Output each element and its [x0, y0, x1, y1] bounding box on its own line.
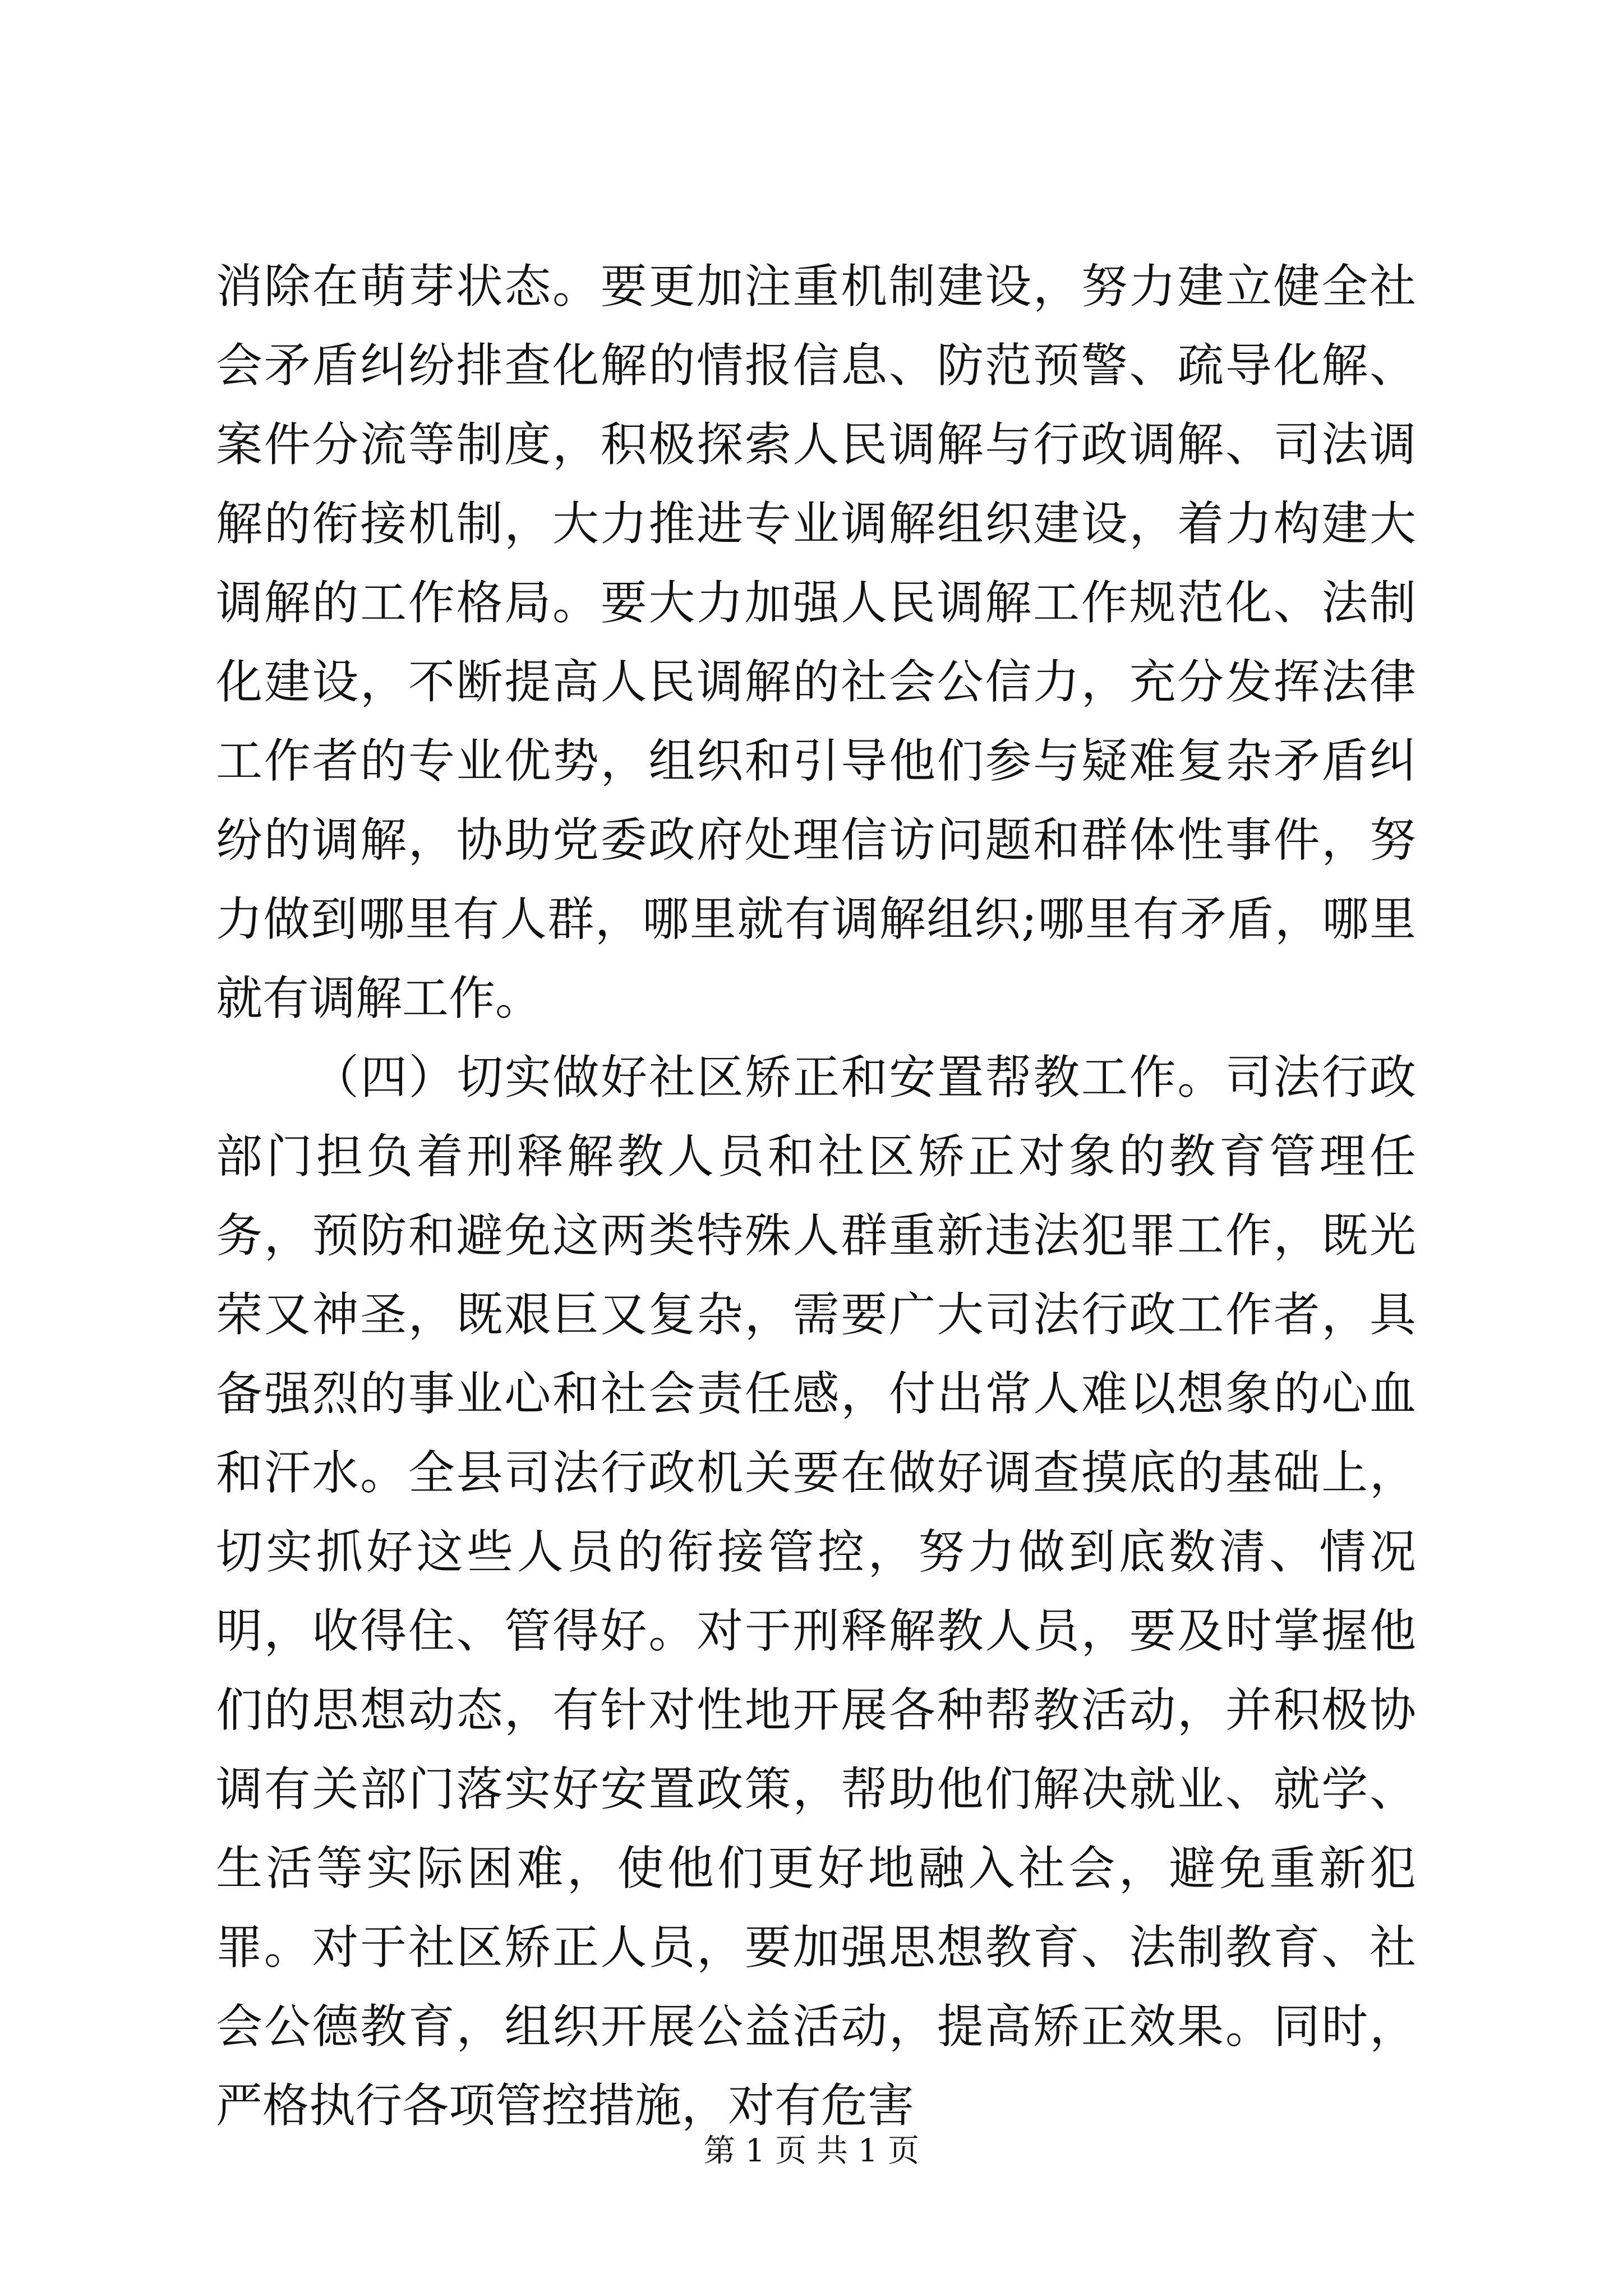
paragraph-continued: 消除在萌芽状态。要更加注重机制建设，努力建立健全社会矛盾纠纷排查化解的情报信息、防范预警、疏导化解、案件分流等制度，积极探索人民调解与行政调解、司法调解的衔接机制，大力推进专业调解组织建设，着力构建大调解的工作格局。要大力加强人民调解工作规范化、法制化建设，不断提高人民调解的社会公信力，充分发挥法律工作者的专业优势，组织和引导他们参与疑难复杂矛盾纠纷的调解，协助党委政府处理信访问题和群体性事件，努力做到哪里有人群，哪里就有调解组织;哪里有矛盾，哪里就有调解工作。 — [216, 259, 1416, 1025]
paragraph-section-four: （四）切实做好社区矫正和安置帮教工作。司法行政部门担负着刑释解教人员和社区矫正对象的教育管理任务，预防和避免这两类特殊人群重新违法犯罪工作，既光荣又神圣，既艰巨又复杂，需要广大司法行政工作者，具备强烈的事业心和社会责任感，付出常人难以想象的心血和汗水。全县司法行政机关要在做好调查摸底的基础上，切实抓好这些人员的衔接管控，努力做到底数清、情况明，收得住、管得好。对于刑释解教人员，要及时掌握他们的思想动态，有针对性地开展各种帮教活动，并积极协调有关部门落实好安置政策，帮助他们解决就业、就学、生活等实际困难，使他们更好地融入社会，避免重新犯罪。对于社区矫正人员，要加强思想教育、法制教育、社会公德教育，组织开展公益活动，提高矫正效果。同时，严格执行各项管控措施，对有危害 — [216, 1050, 1416, 2133]
page-footer: 第 1 页 共 1 页 — [703, 2133, 920, 2169]
document-body — [216, 247, 1416, 2145]
